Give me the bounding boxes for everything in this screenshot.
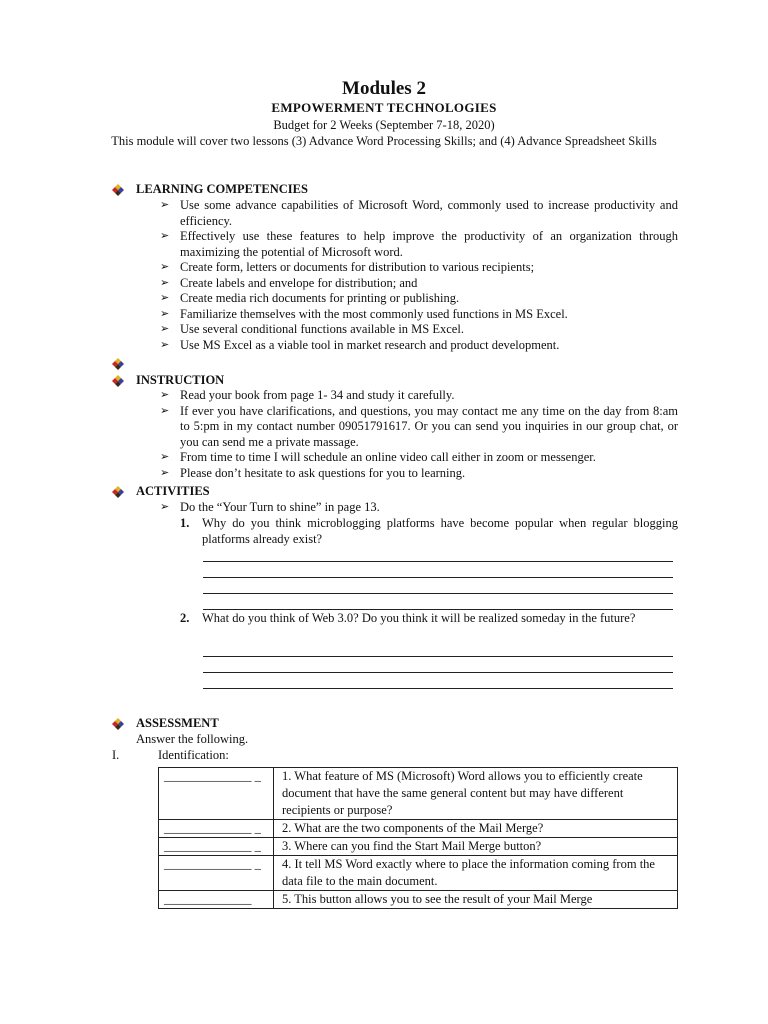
list-item: ➢ If ever you have clarifications, and questions, you may contact me any time on the day from 8:am to 5:pm in my contact number 09051791617. Or you can send you inquiries in our group chat, or you can send me a private massage. [160, 403, 678, 449]
answer-line[interactable] [203, 688, 673, 689]
answer-line[interactable] [203, 593, 673, 594]
list-item: ➢ From time to time I will schedule an online video call either in zoom or messenger. [160, 450, 596, 464]
list-item: ➢ Please don’t hesitate to ask questions for you to learning. [160, 465, 466, 480]
question-cell: 5. This button allows you to see the result of your Mail Merge [274, 891, 678, 909]
answer-line[interactable] [203, 656, 673, 657]
instruction-list [160, 388, 678, 481]
activity-question-2 [180, 611, 678, 627]
identification-table [158, 767, 678, 909]
table-row [159, 856, 678, 891]
activities-list [160, 500, 678, 516]
quad-diamond-bullet-icon [112, 718, 124, 730]
heading-label: ASSESSMENT [136, 716, 219, 730]
arrowhead-bullet-icon: ➢ [160, 389, 170, 401]
assessment-intro: Answer the following. [136, 732, 249, 746]
list-item: ➢ Create media rich documents for printing or publishing. [160, 291, 460, 305]
answer-blank[interactable]: ______________ _ [159, 856, 274, 891]
answer-line[interactable] [203, 577, 673, 578]
question-cell: 1. What feature of MS (Microsoft) Word allows you to efficiently create document that have the same general content but may have different recipients or purpose? [274, 768, 678, 820]
list-item: ➢ Use several conditional functions available in MS Excel. [160, 322, 464, 336]
arrowhead-bullet-icon: ➢ [160, 292, 170, 304]
quad-diamond-bullet-icon [112, 375, 124, 387]
list-item: ➢ Read your book from page 1- 34 and study it carefully. [160, 388, 455, 402]
list-item: ➢ Create labels and envelope for distribution; and [160, 275, 418, 290]
answer-blank[interactable]: ______________ _ [159, 838, 274, 856]
learning-competencies-heading [112, 182, 308, 198]
answer-line[interactable] [203, 672, 673, 673]
question-number: 1. [180, 516, 190, 530]
instruction-heading [112, 373, 224, 389]
table-row [159, 891, 678, 909]
question-cell: 4. It tell MS Word exactly where to place the information coming from the data file to the main document. [274, 856, 678, 891]
arrowhead-bullet-icon: ➢ [160, 466, 170, 479]
subject-title: EMPOWERMENT TECHNOLOGIES [271, 100, 497, 115]
arrowhead-bullet-icon: ➢ [160, 276, 170, 289]
table-row [159, 820, 678, 838]
learning-competencies-list [160, 198, 678, 353]
arrowhead-bullet-icon: ➢ [160, 199, 170, 211]
list-item: ➢ Effectively use these features to help improve the productivity of an organization through maximizing the potential of Microsoft word. [160, 229, 678, 259]
answer-blank[interactable]: ______________ _ [159, 820, 274, 838]
arrowhead-bullet-icon: ➢ [160, 230, 170, 242]
answer-line[interactable] [203, 561, 673, 562]
arrowhead-bullet-icon: ➢ [160, 307, 170, 320]
assessment-heading [112, 716, 219, 732]
part-number: I. [112, 748, 120, 762]
list-item: ➢ Familiarize themselves with the most commonly used functions in MS Excel. [160, 306, 568, 321]
answer-blank[interactable]: ______________ _ [159, 768, 274, 820]
quad-diamond-bullet-icon [112, 486, 124, 498]
part-label: Identification: [158, 748, 229, 762]
module-title: Modules 2 [342, 78, 426, 99]
question-text: What do you think of Web 3.0? Do you think it will be realized someday in the future? [202, 611, 636, 625]
arrowhead-bullet-icon: ➢ [160, 501, 170, 513]
heading-label: LEARNING COMPETENCIES [136, 182, 308, 196]
arrowhead-bullet-icon: ➢ [160, 451, 170, 463]
quad-diamond-bullet-icon [112, 358, 124, 370]
question-cell: 3. Where can you find the Start Mail Merge button? [274, 838, 678, 856]
arrowhead-bullet-icon: ➢ [160, 338, 170, 351]
activities-heading [112, 484, 210, 500]
table-row [159, 768, 678, 820]
heading-label: ACTIVITIES [136, 484, 210, 498]
arrowhead-bullet-icon: ➢ [160, 323, 170, 335]
list-item: ➢ Create form, letters or documents for distribution to various recipients; [160, 260, 535, 274]
module-cover-text: This module will cover two lessons (3) Advance Word Processing Skills; and (4) Advance Spreadsheet Skills [111, 134, 657, 148]
list-item: ➢ Do the “Your Turn to shine” in page 13. [160, 500, 380, 514]
question-cell: 2. What are the two components of the Mail Merge? [274, 820, 678, 838]
table-row [159, 838, 678, 856]
budget-line: Budget for 2 Weeks (September 7-18, 2020) [273, 118, 495, 132]
answer-blank[interactable]: ______________ [159, 891, 274, 909]
list-item: ➢ Use some advance capabilities of Microsoft Word, commonly used to increase productivity and efficiency. [160, 198, 678, 228]
arrowhead-bullet-icon: ➢ [160, 404, 170, 417]
answer-line[interactable] [203, 609, 673, 610]
list-item: ➢ Use MS Excel as a viable tool in market research and product development. [160, 337, 560, 352]
heading-label: INSTRUCTION [136, 373, 225, 387]
question-text: Why do you think microblogging platforms have become popular when regular blogging platforms already exist? [202, 516, 678, 546]
activity-question-1 [180, 516, 678, 547]
quad-diamond-bullet-icon [112, 184, 124, 196]
arrowhead-bullet-icon: ➢ [160, 261, 170, 273]
question-number: 2. [180, 611, 190, 625]
